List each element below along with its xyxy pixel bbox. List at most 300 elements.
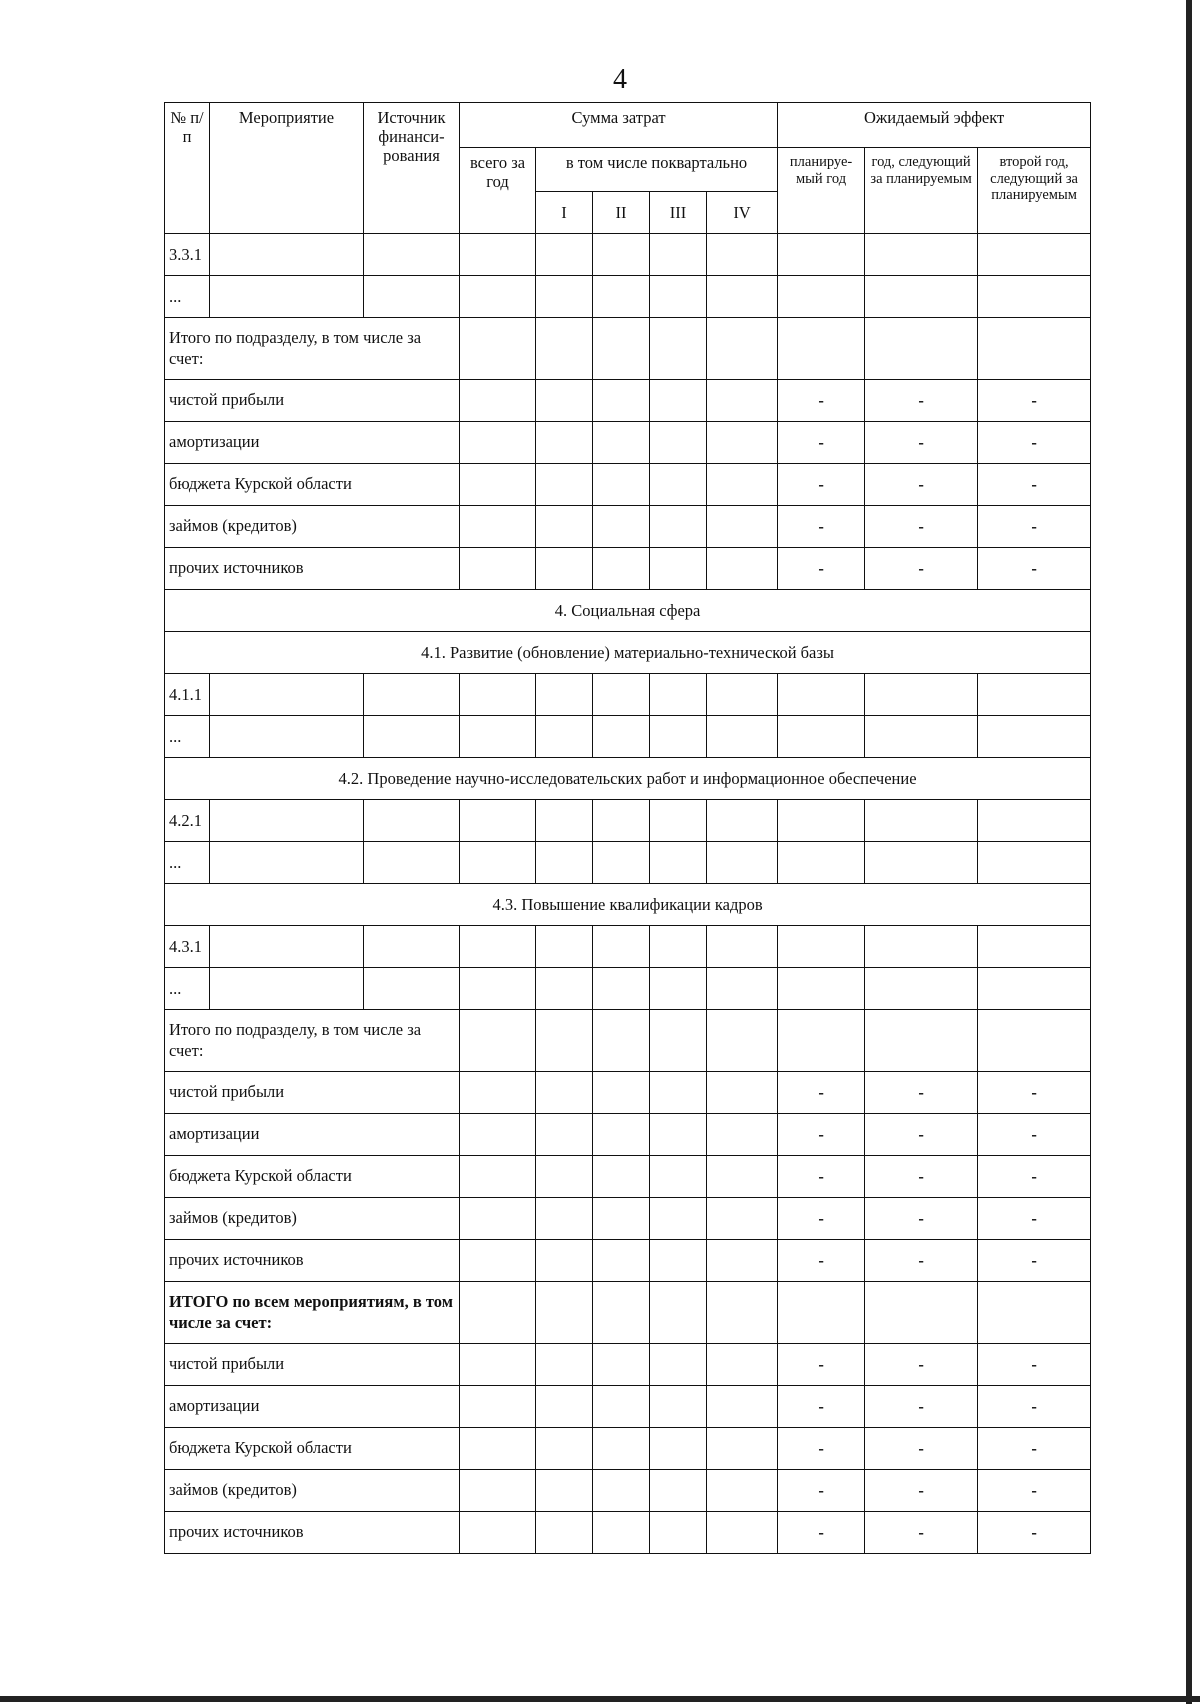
- funding-label: амортизации: [165, 1114, 460, 1156]
- dash-cell: -: [865, 464, 978, 506]
- empty-cell: [978, 926, 1091, 968]
- empty-cell: [536, 842, 593, 884]
- empty-cell: [593, 464, 650, 506]
- empty-cell: [364, 234, 460, 276]
- empty-cell: [978, 276, 1091, 318]
- empty-cell: [593, 548, 650, 590]
- empty-cell: [593, 318, 650, 380]
- page-edge-bottom: [0, 1696, 1200, 1702]
- dash-cell: -: [865, 506, 978, 548]
- subtotal-label: Итого по подразделу, в том числе за счет:: [165, 318, 460, 380]
- empty-cell: [650, 548, 707, 590]
- empty-cell: [460, 548, 536, 590]
- dash-cell: -: [865, 1428, 978, 1470]
- empty-cell: [536, 1470, 593, 1512]
- empty-cell: [460, 800, 536, 842]
- empty-cell: [593, 968, 650, 1010]
- subtotal-row: [165, 1010, 1091, 1072]
- dash-cell: -: [778, 1428, 865, 1470]
- dash-cell: -: [778, 1344, 865, 1386]
- empty-cell: [593, 842, 650, 884]
- dash-cell: -: [865, 1114, 978, 1156]
- funding-label: займов (кредитов): [165, 1470, 460, 1512]
- empty-cell: [978, 318, 1091, 380]
- empty-cell: [650, 318, 707, 380]
- dash-cell: -: [978, 1240, 1091, 1282]
- empty-cell: [536, 1072, 593, 1114]
- empty-cell: [536, 968, 593, 1010]
- empty-cell: [650, 1344, 707, 1386]
- funding-label: амортизации: [165, 1386, 460, 1428]
- empty-cell: [593, 926, 650, 968]
- header-row-1: [165, 103, 1091, 148]
- empty-cell: [536, 674, 593, 716]
- empty-cell: [978, 674, 1091, 716]
- page-edge-right: [1186, 0, 1192, 1704]
- grand-total-row: [165, 1282, 1091, 1344]
- dash-cell: -: [865, 1470, 978, 1512]
- empty-cell: [210, 716, 364, 758]
- empty-cell: [650, 1010, 707, 1072]
- empty-cell: [593, 1010, 650, 1072]
- section-title: 4.3. Повышение квалификации кадров: [165, 884, 1091, 926]
- funding-label: прочих источников: [165, 548, 460, 590]
- funding-row: [165, 1198, 1091, 1240]
- dash-cell: -: [778, 1386, 865, 1428]
- empty-cell: [536, 1386, 593, 1428]
- empty-cell: [536, 548, 593, 590]
- item-ellipsis: ...: [165, 716, 210, 758]
- empty-cell: [707, 1470, 778, 1512]
- empty-cell: [536, 1114, 593, 1156]
- dash-cell: -: [778, 380, 865, 422]
- empty-cell: [865, 716, 978, 758]
- empty-cell: [778, 968, 865, 1010]
- empty-cell: [650, 674, 707, 716]
- dash-cell: -: [978, 1198, 1091, 1240]
- empty-cell: [650, 1156, 707, 1198]
- funding-row: [165, 380, 1091, 422]
- funding-row: [165, 1156, 1091, 1198]
- table-row: [165, 842, 1091, 884]
- empty-cell: [460, 1386, 536, 1428]
- empty-cell: [460, 842, 536, 884]
- dash-cell: -: [778, 1512, 865, 1554]
- funding-row: [165, 1386, 1091, 1428]
- empty-cell: [460, 926, 536, 968]
- empty-cell: [650, 234, 707, 276]
- item-number: 4.1.1: [165, 674, 210, 716]
- item-number: 4.3.1: [165, 926, 210, 968]
- empty-cell: [778, 716, 865, 758]
- empty-cell: [460, 1470, 536, 1512]
- header-q2: II: [593, 192, 650, 234]
- dash-cell: -: [778, 1156, 865, 1198]
- empty-cell: [536, 276, 593, 318]
- empty-cell: [978, 842, 1091, 884]
- empty-cell: [593, 716, 650, 758]
- empty-cell: [593, 422, 650, 464]
- empty-cell: [707, 674, 778, 716]
- empty-cell: [593, 1512, 650, 1554]
- empty-cell: [707, 842, 778, 884]
- empty-cell: [536, 1344, 593, 1386]
- empty-cell: [536, 464, 593, 506]
- funding-label: прочих источников: [165, 1512, 460, 1554]
- dash-cell: -: [978, 1470, 1091, 1512]
- dash-cell: -: [978, 1114, 1091, 1156]
- empty-cell: [707, 1428, 778, 1470]
- dash-cell: -: [978, 380, 1091, 422]
- table-row: [165, 674, 1091, 716]
- empty-cell: [460, 318, 536, 380]
- dash-cell: -: [978, 422, 1091, 464]
- empty-cell: [536, 1240, 593, 1282]
- empty-cell: [460, 422, 536, 464]
- empty-cell: [707, 968, 778, 1010]
- page-number: 4: [613, 64, 627, 95]
- section-row: [165, 884, 1091, 926]
- header-next-year: год, следующий за планируемым: [865, 148, 978, 234]
- funding-row: [165, 1470, 1091, 1512]
- empty-cell: [536, 926, 593, 968]
- dash-cell: -: [778, 1198, 865, 1240]
- dash-cell: -: [978, 1512, 1091, 1554]
- dash-cell: -: [978, 464, 1091, 506]
- section-title: 4.1. Развитие (обновление) материально-технической базы: [165, 632, 1091, 674]
- empty-cell: [778, 276, 865, 318]
- empty-cell: [650, 506, 707, 548]
- dash-cell: -: [865, 1386, 978, 1428]
- empty-cell: [593, 1240, 650, 1282]
- empty-cell: [650, 276, 707, 318]
- dash-cell: -: [778, 422, 865, 464]
- empty-cell: [650, 1428, 707, 1470]
- empty-cell: [707, 1156, 778, 1198]
- empty-cell: [593, 1114, 650, 1156]
- funding-row: [165, 1114, 1091, 1156]
- empty-cell: [650, 1512, 707, 1554]
- dash-cell: -: [978, 548, 1091, 590]
- empty-cell: [460, 1072, 536, 1114]
- empty-cell: [593, 234, 650, 276]
- empty-cell: [707, 318, 778, 380]
- funding-row: [165, 1512, 1091, 1554]
- empty-cell: [460, 1240, 536, 1282]
- empty-cell: [536, 380, 593, 422]
- empty-cell: [707, 1344, 778, 1386]
- empty-cell: [865, 234, 978, 276]
- funding-row: [165, 1428, 1091, 1470]
- empty-cell: [650, 380, 707, 422]
- empty-cell: [865, 800, 978, 842]
- header-costs: Сумма затрат: [460, 103, 778, 148]
- empty-cell: [593, 1282, 650, 1344]
- empty-cell: [650, 1198, 707, 1240]
- empty-cell: [707, 548, 778, 590]
- empty-cell: [536, 1156, 593, 1198]
- dash-cell: -: [778, 1470, 865, 1512]
- empty-cell: [593, 1072, 650, 1114]
- empty-cell: [593, 1344, 650, 1386]
- empty-cell: [593, 1470, 650, 1512]
- empty-cell: [364, 674, 460, 716]
- header-planned-year: планируе-мый год: [778, 148, 865, 234]
- table-row: [165, 276, 1091, 318]
- funding-label: займов (кредитов): [165, 1198, 460, 1240]
- empty-cell: [707, 380, 778, 422]
- funding-row: [165, 1344, 1091, 1386]
- grand-total-label: ИТОГО по всем мероприятиям, в том числе за счет:: [165, 1282, 460, 1344]
- empty-cell: [978, 1282, 1091, 1344]
- empty-cell: [593, 674, 650, 716]
- empty-cell: [460, 234, 536, 276]
- funding-label: займов (кредитов): [165, 506, 460, 548]
- empty-cell: [593, 1428, 650, 1470]
- funding-label: бюджета Курской области: [165, 1156, 460, 1198]
- empty-cell: [978, 234, 1091, 276]
- empty-cell: [460, 1114, 536, 1156]
- empty-cell: [865, 926, 978, 968]
- empty-cell: [978, 716, 1091, 758]
- empty-cell: [707, 1198, 778, 1240]
- empty-cell: [778, 1010, 865, 1072]
- funding-label: чистой прибыли: [165, 380, 460, 422]
- section-row: [165, 632, 1091, 674]
- item-ellipsis: ...: [165, 276, 210, 318]
- dash-cell: -: [865, 1198, 978, 1240]
- empty-cell: [650, 1470, 707, 1512]
- item-ellipsis: ...: [165, 842, 210, 884]
- empty-cell: [865, 674, 978, 716]
- empty-cell: [536, 318, 593, 380]
- funding-label: бюджета Курской области: [165, 1428, 460, 1470]
- empty-cell: [707, 926, 778, 968]
- empty-cell: [707, 800, 778, 842]
- empty-cell: [460, 1344, 536, 1386]
- subtotal-label: Итого по подразделу, в том числе за счет:: [165, 1010, 460, 1072]
- table-row: [165, 926, 1091, 968]
- empty-cell: [593, 380, 650, 422]
- empty-cell: [460, 464, 536, 506]
- empty-cell: [707, 716, 778, 758]
- empty-cell: [460, 1156, 536, 1198]
- header-q3: III: [650, 192, 707, 234]
- empty-cell: [210, 842, 364, 884]
- empty-cell: [778, 234, 865, 276]
- subtotal-row: [165, 318, 1091, 380]
- empty-cell: [593, 800, 650, 842]
- section-row: [165, 758, 1091, 800]
- header-source: Источник финанси-рования: [364, 103, 460, 234]
- section-title: 4.2. Проведение научно-исследовательских работ и информационное обеспечение: [165, 758, 1091, 800]
- empty-cell: [778, 1282, 865, 1344]
- empty-cell: [707, 422, 778, 464]
- section-title: 4. Социальная сфера: [165, 590, 1091, 632]
- empty-cell: [364, 926, 460, 968]
- header-total-year: всего за год: [460, 148, 536, 234]
- empty-cell: [536, 716, 593, 758]
- funding-row: [165, 1240, 1091, 1282]
- empty-cell: [650, 926, 707, 968]
- dash-cell: -: [778, 548, 865, 590]
- empty-cell: [460, 1010, 536, 1072]
- empty-cell: [865, 1010, 978, 1072]
- funding-row: [165, 422, 1091, 464]
- empty-cell: [593, 1386, 650, 1428]
- funding-row: [165, 548, 1091, 590]
- empty-cell: [364, 968, 460, 1010]
- empty-cell: [707, 1386, 778, 1428]
- table-row: [165, 234, 1091, 276]
- empty-cell: [536, 800, 593, 842]
- empty-cell: [778, 800, 865, 842]
- empty-cell: [778, 926, 865, 968]
- funding-label: амортизации: [165, 422, 460, 464]
- empty-cell: [210, 968, 364, 1010]
- empty-cell: [778, 842, 865, 884]
- empty-cell: [865, 968, 978, 1010]
- empty-cell: [460, 506, 536, 548]
- dash-cell: -: [865, 422, 978, 464]
- dash-cell: -: [865, 1072, 978, 1114]
- empty-cell: [460, 1428, 536, 1470]
- empty-cell: [460, 380, 536, 422]
- empty-cell: [650, 1240, 707, 1282]
- header-num: № п/п: [165, 103, 210, 234]
- empty-cell: [707, 234, 778, 276]
- dash-cell: -: [865, 1156, 978, 1198]
- empty-cell: [650, 968, 707, 1010]
- dash-cell: -: [778, 464, 865, 506]
- empty-cell: [210, 800, 364, 842]
- empty-cell: [707, 1512, 778, 1554]
- empty-cell: [978, 968, 1091, 1010]
- funding-row: [165, 506, 1091, 548]
- empty-cell: [865, 318, 978, 380]
- empty-cell: [593, 506, 650, 548]
- empty-cell: [536, 422, 593, 464]
- empty-cell: [364, 800, 460, 842]
- empty-cell: [650, 422, 707, 464]
- empty-cell: [536, 234, 593, 276]
- investment-plan-table: [164, 102, 1091, 1554]
- empty-cell: [865, 1282, 978, 1344]
- empty-cell: [707, 1072, 778, 1114]
- funding-row: [165, 1072, 1091, 1114]
- dash-cell: -: [978, 1156, 1091, 1198]
- dash-cell: -: [778, 506, 865, 548]
- empty-cell: [364, 842, 460, 884]
- funding-label: чистой прибыли: [165, 1344, 460, 1386]
- dash-cell: -: [865, 1512, 978, 1554]
- empty-cell: [536, 1198, 593, 1240]
- empty-cell: [460, 276, 536, 318]
- dash-cell: -: [978, 506, 1091, 548]
- section-row: [165, 590, 1091, 632]
- dash-cell: -: [978, 1428, 1091, 1470]
- empty-cell: [707, 464, 778, 506]
- empty-cell: [650, 842, 707, 884]
- dash-cell: -: [778, 1240, 865, 1282]
- dash-cell: -: [865, 380, 978, 422]
- empty-cell: [707, 1240, 778, 1282]
- empty-cell: [536, 1282, 593, 1344]
- empty-cell: [460, 968, 536, 1010]
- item-number: 4.2.1: [165, 800, 210, 842]
- empty-cell: [536, 1512, 593, 1554]
- header-second-year: второй год, следующий за планируемым: [978, 148, 1091, 234]
- header-effect: Ожидаемый эффект: [778, 103, 1091, 148]
- empty-cell: [978, 800, 1091, 842]
- empty-cell: [650, 800, 707, 842]
- empty-cell: [460, 1282, 536, 1344]
- table-row: [165, 716, 1091, 758]
- empty-cell: [778, 674, 865, 716]
- empty-cell: [460, 674, 536, 716]
- empty-cell: [460, 716, 536, 758]
- empty-cell: [707, 1010, 778, 1072]
- empty-cell: [707, 1282, 778, 1344]
- empty-cell: [650, 1386, 707, 1428]
- empty-cell: [707, 276, 778, 318]
- funding-label: прочих источников: [165, 1240, 460, 1282]
- header-event: Мероприятие: [210, 103, 364, 234]
- empty-cell: [210, 276, 364, 318]
- dash-cell: -: [865, 1240, 978, 1282]
- empty-cell: [460, 1512, 536, 1554]
- empty-cell: [707, 1114, 778, 1156]
- dash-cell: -: [778, 1072, 865, 1114]
- empty-cell: [536, 1010, 593, 1072]
- empty-cell: [650, 1114, 707, 1156]
- dash-cell: -: [865, 1344, 978, 1386]
- empty-cell: [865, 276, 978, 318]
- header-q1: I: [536, 192, 593, 234]
- empty-cell: [978, 1010, 1091, 1072]
- empty-cell: [593, 1156, 650, 1198]
- funding-label: чистой прибыли: [165, 1072, 460, 1114]
- dash-cell: -: [978, 1072, 1091, 1114]
- empty-cell: [650, 1072, 707, 1114]
- empty-cell: [865, 842, 978, 884]
- empty-cell: [364, 276, 460, 318]
- dash-cell: -: [978, 1344, 1091, 1386]
- dash-cell: -: [978, 1386, 1091, 1428]
- table-row: [165, 800, 1091, 842]
- empty-cell: [460, 1198, 536, 1240]
- empty-cell: [364, 716, 460, 758]
- empty-cell: [593, 276, 650, 318]
- empty-cell: [778, 318, 865, 380]
- empty-cell: [210, 234, 364, 276]
- empty-cell: [536, 506, 593, 548]
- table-row: [165, 968, 1091, 1010]
- empty-cell: [707, 506, 778, 548]
- dash-cell: -: [865, 548, 978, 590]
- empty-cell: [210, 926, 364, 968]
- item-ellipsis: ...: [165, 968, 210, 1010]
- dash-cell: -: [778, 1114, 865, 1156]
- header-q4: IV: [707, 192, 778, 234]
- empty-cell: [593, 1198, 650, 1240]
- empty-cell: [650, 716, 707, 758]
- empty-cell: [650, 1282, 707, 1344]
- funding-label: бюджета Курской области: [165, 464, 460, 506]
- item-number: 3.3.1: [165, 234, 210, 276]
- funding-row: [165, 464, 1091, 506]
- header-quarterly: в том числе поквартально: [536, 148, 778, 192]
